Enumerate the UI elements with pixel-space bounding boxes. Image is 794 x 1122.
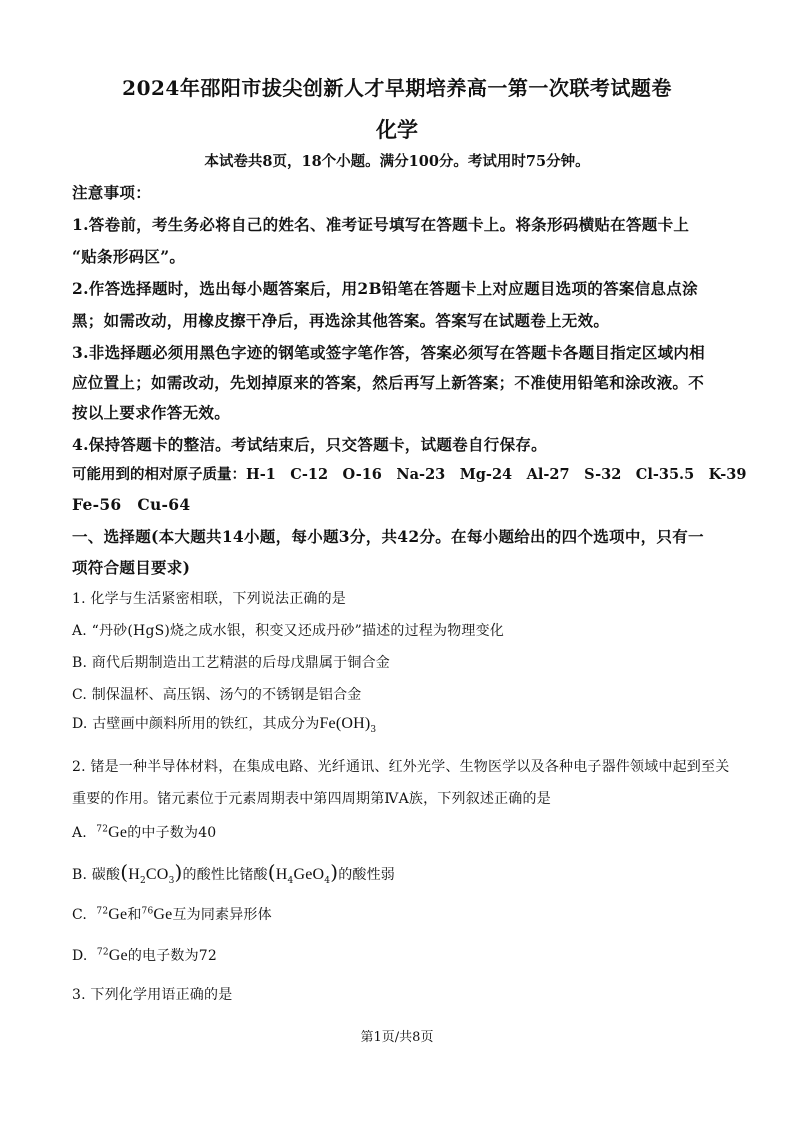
subscript: 2 <box>139 875 146 886</box>
exam-info: 本试卷共8页，18个小题。满分100分。考试用时75分钟。 <box>204 153 590 170</box>
notice-line: 应位置上；如需改动，先划掉原来的答案，然后再写上新答案；不准使用铅笔和涂改液。不 <box>72 373 705 392</box>
option-text: D. 古壁画中颜料所用的铁红，其成分为 <box>72 716 320 732</box>
subscript: 3 <box>370 724 377 735</box>
subject-title: 化学 <box>376 117 418 142</box>
question-2-option-b: B. 碳酸$(H_2CO_3)$的酸性比锗酸$(H_4GeO_4)$的酸性弱 <box>72 860 396 886</box>
question-2-option-d <box>72 945 732 965</box>
option-text: 的酸性弱 <box>338 867 396 883</box>
question-1-option-c: C. 制保温杯、高压锅、汤勺的不锈钢是铝合金 <box>72 687 362 703</box>
element-symbol: GeO <box>293 866 325 883</box>
question-2-option-c <box>72 904 732 924</box>
option-label: C. <box>72 907 88 923</box>
element-symbol: Ge <box>108 947 128 964</box>
option-label: D. <box>72 948 88 964</box>
question-2-stem: 2. 锗是一种半导体材料，在集成电路、光纤通讯、红外光学、生物医学以及各种电子器件领域中起到至关 <box>72 759 730 775</box>
atomic-mass-line: 可能用到的相对原子质量：H-1 C-12 O-16 Na-23 Mg-24 Al-27 S-32 Cl-35.5 K-39 <box>72 466 747 483</box>
option-text: 的酸性比锗酸 <box>182 867 268 883</box>
element-symbol: Ge <box>153 906 173 923</box>
notice-line: “贴条形码区”。 <box>72 247 186 266</box>
atomic-mass-line: Fe-56 Cu-64 <box>72 495 191 514</box>
notice-heading: 注意事项： <box>72 183 152 202</box>
chem-formula: Fe(OH) <box>319 715 371 732</box>
question-2-stem: 重要的作用。锗元素位于元素周期表中第四周期第ⅣA族，下列叙述正确的是 <box>72 791 551 807</box>
mass-number: 76 <box>141 906 154 917</box>
question-1-option-d <box>72 713 732 735</box>
option-text: 和 <box>127 907 142 923</box>
section-heading: 项符合题目要求) <box>72 558 191 577</box>
element-symbol: CO <box>145 866 169 883</box>
element-symbol: H <box>128 866 140 883</box>
subscript: 4 <box>324 875 331 886</box>
question-3-stem: 3. 下列化学用语正确的是 <box>72 987 233 1003</box>
notice-line: 黑；如需改动，用橡皮擦干净后，再选涂其他答案。答案写在试题卷上无效。 <box>72 311 610 330</box>
page-number: 第1页/共8页 <box>360 1030 434 1045</box>
notice-line: 4.保持答题卡的整洁。考试结束后，只交答题卡，试题卷自行保存。 <box>72 435 547 454</box>
option-text: 互为同素异形体 <box>172 907 272 923</box>
element-symbol: H <box>275 866 288 883</box>
question-1-option-b: B. 商代后期制造出工艺精湛的后母戊鼎属于铜合金 <box>72 655 390 671</box>
element-symbol: Ge <box>108 906 128 923</box>
subscript: 4 <box>287 875 294 886</box>
notice-line: 1.答卷前，考生务必将自己的姓名、准考证号填写在答题卡上。将条形码横贴在答题卡上 <box>72 215 690 234</box>
subscript: 3 <box>168 875 175 886</box>
section-heading: 一、选择题(本大题共14小题，每小题3分，共42分。在每小题给出的四个选项中，只有一 <box>72 527 704 546</box>
option-text: 的中子数为40 <box>127 825 217 841</box>
notice-line: 2.作答选择题时，选出每小题答案后，用2B铅笔在答题卡上对应题目选项的答案信息点涂 <box>72 279 698 298</box>
mass-number: 72 <box>96 824 109 835</box>
element-symbol: Ge <box>108 824 128 841</box>
notice-line: 3.非选择题必须用黑色字迹的钢笔或签字笔作答，答案必须写在答题卡各题目指定区域内相 <box>72 343 705 362</box>
option-text: 的电子数为72 <box>127 948 218 964</box>
option-text: B. 碳酸 <box>72 867 121 883</box>
question-1-stem: 1. 化学与生活紧密相联，下列说法正确的是 <box>72 591 347 607</box>
mass-number: 72 <box>96 947 109 958</box>
question-2-option-a <box>72 822 732 842</box>
question-1-option-a: A. “丹砂(HgS)烧之成水银，积变又还成丹砂”描述的过程为物理变化 <box>72 623 505 639</box>
page-title: 2024年邵阳市拔尖创新人才早期培养高一第一次联考试题卷 <box>122 76 672 100</box>
mass-number: 72 <box>96 906 109 917</box>
notice-line: 按以上要求作答无效。 <box>72 403 231 422</box>
option-label: A. <box>72 825 87 841</box>
